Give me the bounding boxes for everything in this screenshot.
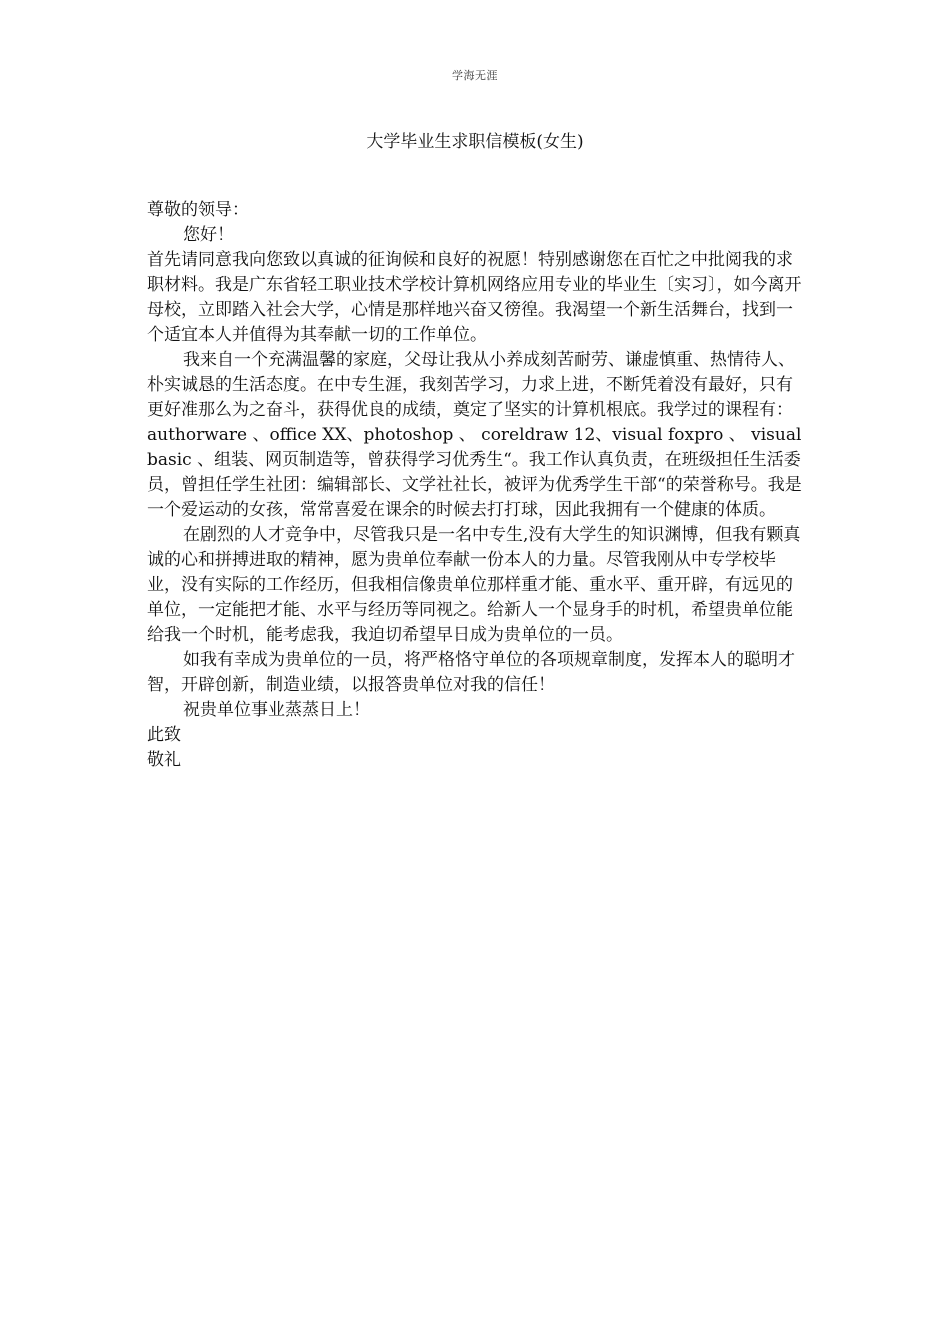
letter-body: [147, 198, 803, 773]
wish-line: 祝贵单位事业蒸蒸日上！: [183, 700, 370, 720]
paragraph-background: 我来自一个充满温馨的家庭，父母让我从小养成刻苦耐劳、谦虚慎重、热情待人、朴实诚恳的生活态度。在中专生涯，我刻苦学习，力求上进，不断凭着没有最好，只有更好准那么为之奋斗，获得优良的成绩，奠定了坚实的计算机根底。我学过的课程有：authorware 、office XX、photoshop 、 coreldraw 12、visual foxpro 、 visual basic 、组装、网页制造等，曾获得学习优秀生“。我工作认真负责，在班级担任生活委员，曾担任学生社团：编辑部长、文学社社长，被评为优秀学生干部“的荣誉称号。我是一个爱运动的女孩，常常喜爱在课余的时候去打打球，因此我拥有一个健康的体质。: [147, 350, 802, 520]
greeting: 您好！: [183, 225, 234, 245]
paragraph-intro: 首先请同意我向您致以真诚的征询候和良好的祝愿！特别感谢您在百忙之中批阅我的求职材料。我是广东省轻工职业技术学校计算机网络应用专业的毕业生〔实习〕，如今离开母校，立即踏入社会大学，心情是那样地兴奋又徬徨。我渴望一个新生活舞台，找到一个适宜本人并值得为其奉献一切的工作单位。: [147, 250, 802, 345]
paragraph-commitment: 如我有幸成为贵单位的一员，将严格恪守单位的各项规章制度，发挥本人的聪明才智，开辟创新，制造业绩，以报答贵单位对我的信任！: [147, 650, 795, 695]
document-title: 大学毕业生求职信模板(女生): [366, 132, 584, 152]
salutation: 尊敬的领导：: [147, 200, 249, 220]
closing-line-2: 敬礼: [147, 750, 181, 770]
closing-line-1: 此致: [147, 725, 181, 745]
page-header: 学海无涯: [452, 69, 498, 82]
paragraph-competition: 在剧烈的人才竞争中，尽管我只是一名中专生,没有大学生的知识渊博，但我有颗真诚的心和拼搏进取的精神，愿为贵单位奉献一份本人的力量。尽管我刚从中专学校毕业，没有实际的工作经历，但我相信像贵单位那样重才能、重水平、重开辟，有远见的单位，一定能把才能、水平与经历等同视之。给新人一个显身手的时机，希望贵单位能给我一个时机，能考虑我，我迫切希望早日成为贵单位的一员。: [147, 525, 801, 645]
